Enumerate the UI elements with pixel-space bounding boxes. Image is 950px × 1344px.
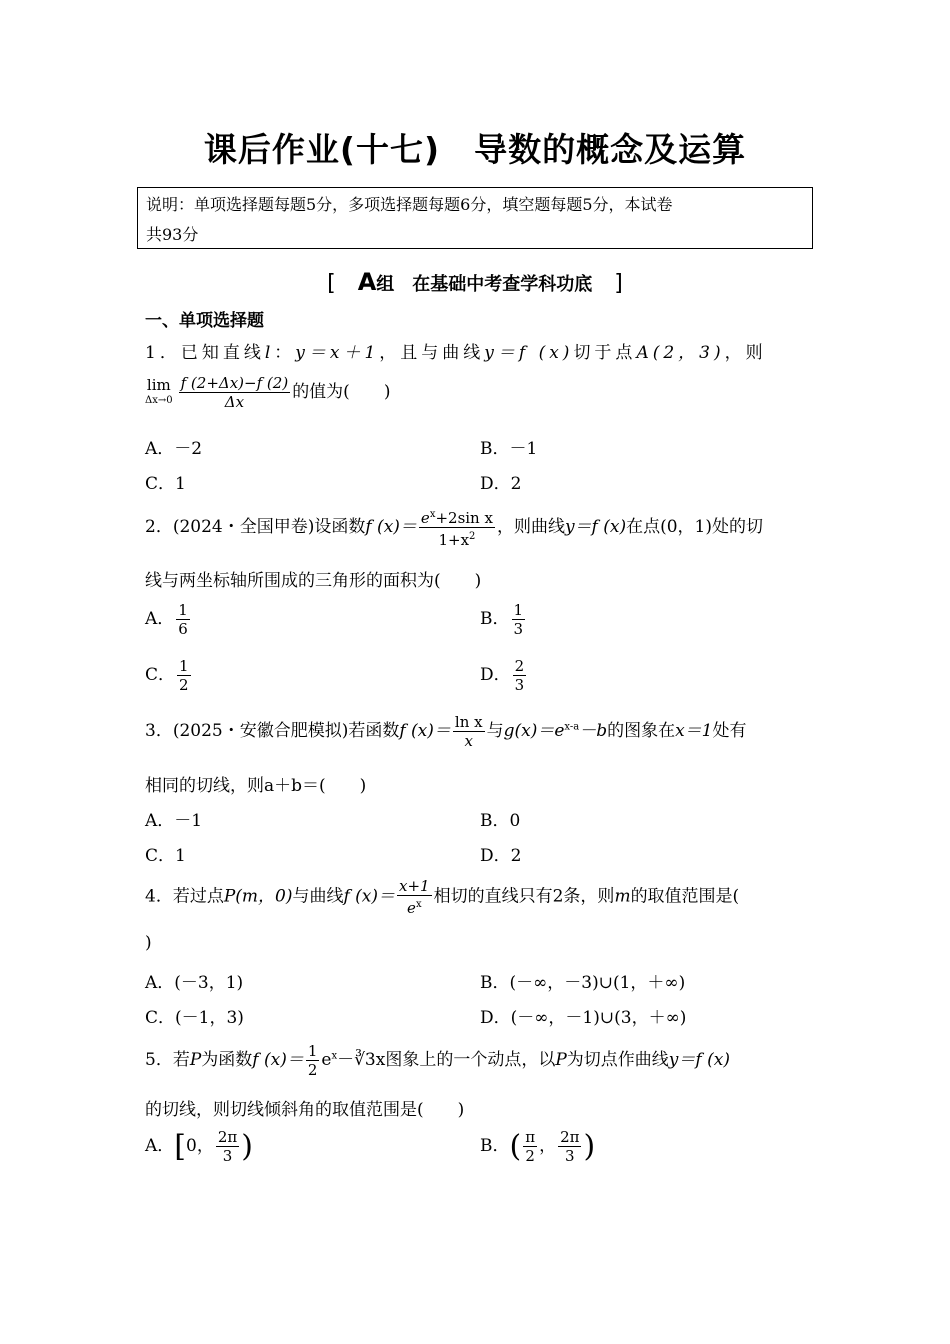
scoring-note bbox=[137, 187, 813, 249]
section-heading: 一、单项选择题 bbox=[145, 311, 264, 331]
group-letter: A bbox=[357, 268, 377, 296]
question-5-line-1: 5．若P为函数f (x)＝ $\frac{1}{2}$ $e^x-∛3x$图象上的一个动点，以P为切点作曲线y＝f (x) bbox=[145, 1042, 730, 1079]
q5-option-b[interactable]: B．( $\frac{\pi}{2}$ ， $\frac{2\pi}{3}$ ) bbox=[480, 1128, 596, 1165]
page-title: 课后作业(十七) 导数的概念及运算 bbox=[203, 130, 747, 169]
question-2-line-2: 线与两坐标轴所围成的三角形的面积为( ) bbox=[145, 571, 482, 591]
q2-option-a[interactable]: A． $\frac{1}{6}$ bbox=[145, 601, 188, 638]
q2-option-c[interactable]: C． $\frac{1}{2}$ bbox=[145, 657, 189, 694]
question-3-line-2: 相同的切线，则a＋b＝( ) bbox=[145, 776, 367, 796]
q3-option-a[interactable]: A．－1 bbox=[145, 811, 203, 831]
q3-option-d[interactable]: D．2 bbox=[480, 846, 522, 866]
question-5-line-2: 的切线，则切线倾斜角的取值范围是( ) bbox=[145, 1100, 465, 1120]
fraction: $\frac{1}{2}$ bbox=[307, 1042, 318, 1079]
fraction: $\frac{x+1}{e^x}$ bbox=[399, 877, 430, 917]
fraction: $\frac{f (2+\Delta x)-f (2)}{\Delta x}$ bbox=[180, 374, 289, 411]
question-1-line-1: 1．已知直线l：y＝x＋1，且与曲线y＝f (x)切于点A(2，3)，则 bbox=[145, 343, 767, 363]
q2-option-d[interactable]: D． $\frac{2}{3}$ bbox=[480, 657, 525, 694]
fraction: $\frac{e^x+2\sin x}{1+x^2}$ bbox=[419, 506, 495, 549]
q4-option-a[interactable]: A．(－3，1) bbox=[145, 973, 244, 993]
question-2-line-1: 2．(2024・全国甲卷)设函数f (x)＝ $\frac{e^x+2\sin x}{1+x^2}$ ，则曲线y＝f (x)在点(0，1)处的切 bbox=[145, 506, 763, 549]
question-3-line-1: 3．(2025・安徽合肥模拟)若函数f (x)＝ $\frac{\text{ln x}}{x}$ 与$g(x)=e^{x-a}-b$的图象在x＝1处有 bbox=[145, 713, 747, 750]
q3-option-c[interactable]: C．1 bbox=[145, 846, 186, 866]
fraction: $\frac{\text{ln x}}{x}$ bbox=[454, 713, 483, 750]
q1-option-a[interactable]: A．－2 bbox=[145, 439, 203, 459]
note-line-1: 说明：单项选择题每题5分，多项选择题每题6分，填空题每题5分，本试卷 bbox=[146, 195, 673, 214]
q4-option-b[interactable]: B．(－∞，－3)∪(1，＋∞) bbox=[480, 973, 686, 993]
q1-option-d[interactable]: D．2 bbox=[480, 474, 522, 494]
q1-option-c[interactable]: C．1 bbox=[145, 474, 186, 494]
q1-option-b[interactable]: B．－1 bbox=[480, 439, 538, 459]
group-heading: [ A组 在基础中考查学科功底 ] bbox=[327, 268, 623, 296]
q5-option-a[interactable]: A．[0， $\frac{2\pi}{3}$ ) bbox=[145, 1128, 253, 1165]
question-1-line-2: lim Δx→0 $\frac{f (2+\Delta x)-f (2)}{\Delta x}$ 的值为( ) bbox=[145, 374, 391, 411]
q3-option-b[interactable]: B．0 bbox=[480, 811, 521, 831]
q2-option-b[interactable]: B． $\frac{1}{3}$ bbox=[480, 601, 524, 638]
group-label: 组 在基础中考查学科功底 bbox=[376, 274, 593, 295]
question-4-line-2: ) bbox=[145, 933, 152, 953]
question-4-line-1: 4．若过点P(m，0)与曲线f (x)＝ $\frac{x+1}{e^x}$ 相切的直线只有2条，则m的取值范围是( bbox=[145, 877, 740, 917]
note-line-2: 共93分 bbox=[146, 225, 199, 244]
q4-option-c[interactable]: C．(－1，3) bbox=[145, 1008, 244, 1028]
limit-expression: lim Δx→0 bbox=[145, 375, 173, 406]
q4-option-d[interactable]: D．(－∞，－1)∪(3，＋∞) bbox=[480, 1008, 687, 1028]
